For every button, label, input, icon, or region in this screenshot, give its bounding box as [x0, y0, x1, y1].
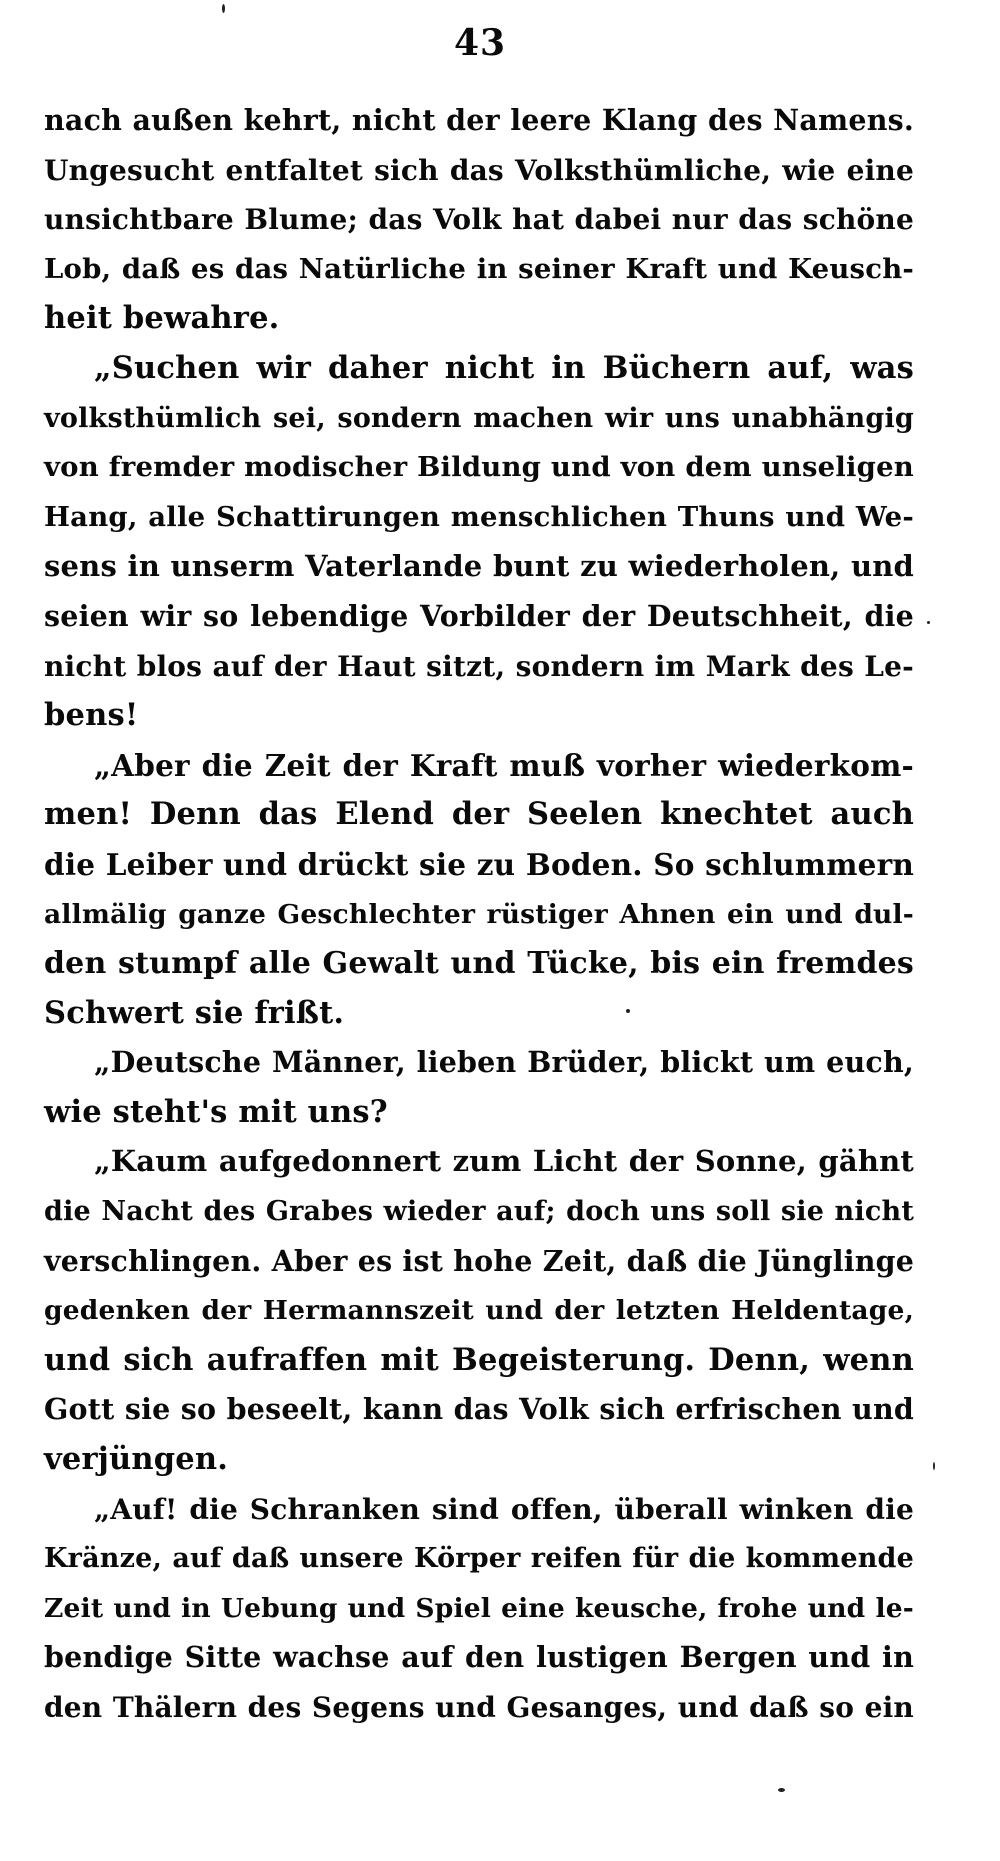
text-line: den stumpf alle Gewalt und Tücke, bis ein fremdes — [44, 946, 914, 982]
text-line: Kränze, auf daß unsere Körper reifen für die kommende — [44, 1543, 914, 1575]
text-line: wie steht's mit uns? — [44, 1093, 388, 1130]
text-line: sens in unserm Vaterlande bunt zu wiederholen, und — [44, 549, 914, 584]
text-line: Ungesucht entfaltet sich das Volksthümliche, wie eine — [44, 153, 914, 187]
scan-speck — [933, 1462, 935, 1470]
text-line: „Aber die Zeit der Kraft muß vorher wiederkom- — [94, 747, 914, 783]
text-line: gedenken der Hermannszeit und der letzten Heldentage, — [44, 1295, 914, 1327]
text-line: bendige Sitte wachse auf den lustigen Bergen und in — [44, 1640, 914, 1675]
text-line: Schwert sie frißt. — [44, 994, 345, 1031]
body-text — [44, 96, 914, 1733]
text-line: die Nacht des Grabes wieder auf; doch uns soll sie nicht — [44, 1196, 914, 1228]
text-line: die Leiber und drückt sie zu Boden. So schlummern — [44, 846, 914, 882]
text-line: „Deutsche Männer, lieben Brüder, blickt um euch, — [94, 1045, 914, 1080]
text-line: heit bewahre. — [44, 300, 280, 337]
text-line: den Thälern des Segens und Gesanges, und daß so ein — [44, 1691, 914, 1724]
text-line: Gott sie so beseelt, kann das Volk sich erfrischen und — [44, 1392, 914, 1427]
text-line: nicht blos auf der Haut sitzt, sondern im Mark des Le- — [44, 649, 914, 683]
scan-speck — [927, 621, 930, 624]
text-line: nach außen kehrt, nicht der leere Klang des Namens. — [44, 103, 914, 137]
text-line: bens! — [44, 697, 139, 734]
text-line: Hang, alle Schattirungen menschlichen Thuns und We- — [44, 500, 914, 533]
text-line: volksthümlich sei, sondern machen wir uns unabhängig — [44, 402, 914, 434]
text-line: verjüngen. — [44, 1441, 229, 1478]
text-line: und sich aufraffen mit Begeisterung. Denn, wenn — [44, 1341, 914, 1378]
text-line: allmälig ganze Geschlechter rüstiger Ahnen ein und dul- — [44, 898, 914, 930]
text-line: unsichtbare Blume; das Volk hat dabei nur das schöne — [44, 203, 914, 237]
page-number: 43 — [453, 22, 507, 64]
scan-speck — [222, 4, 225, 13]
text-line: Zeit und in Uebung und Spiel eine keusche, frohe und le- — [44, 1592, 914, 1624]
scan-speck — [626, 1009, 630, 1013]
text-line: men! Denn das Elend der Seelen knechtet auch — [44, 796, 914, 833]
text-line: „Kaum aufgedonnert zum Licht der Sonne, gähnt — [94, 1144, 914, 1179]
text-line: von fremder modischer Bildung und von dem unseligen — [44, 451, 914, 484]
text-line: Lob, daß es das Natürliche in seiner Kraft und Keusch- — [44, 252, 914, 285]
text-line: „Suchen wir daher nicht in Büchern auf, was — [94, 349, 914, 386]
text-line: seien wir so lebendige Vorbilder der Deutschheit, die — [44, 598, 914, 633]
text-line: „Auf! die Schranken sind offen, überall winken die — [94, 1492, 914, 1526]
scan-speck — [778, 1788, 785, 1792]
text-line: verschlingen. Aber es ist hohe Zeit, daß die Jünglinge — [44, 1243, 915, 1278]
